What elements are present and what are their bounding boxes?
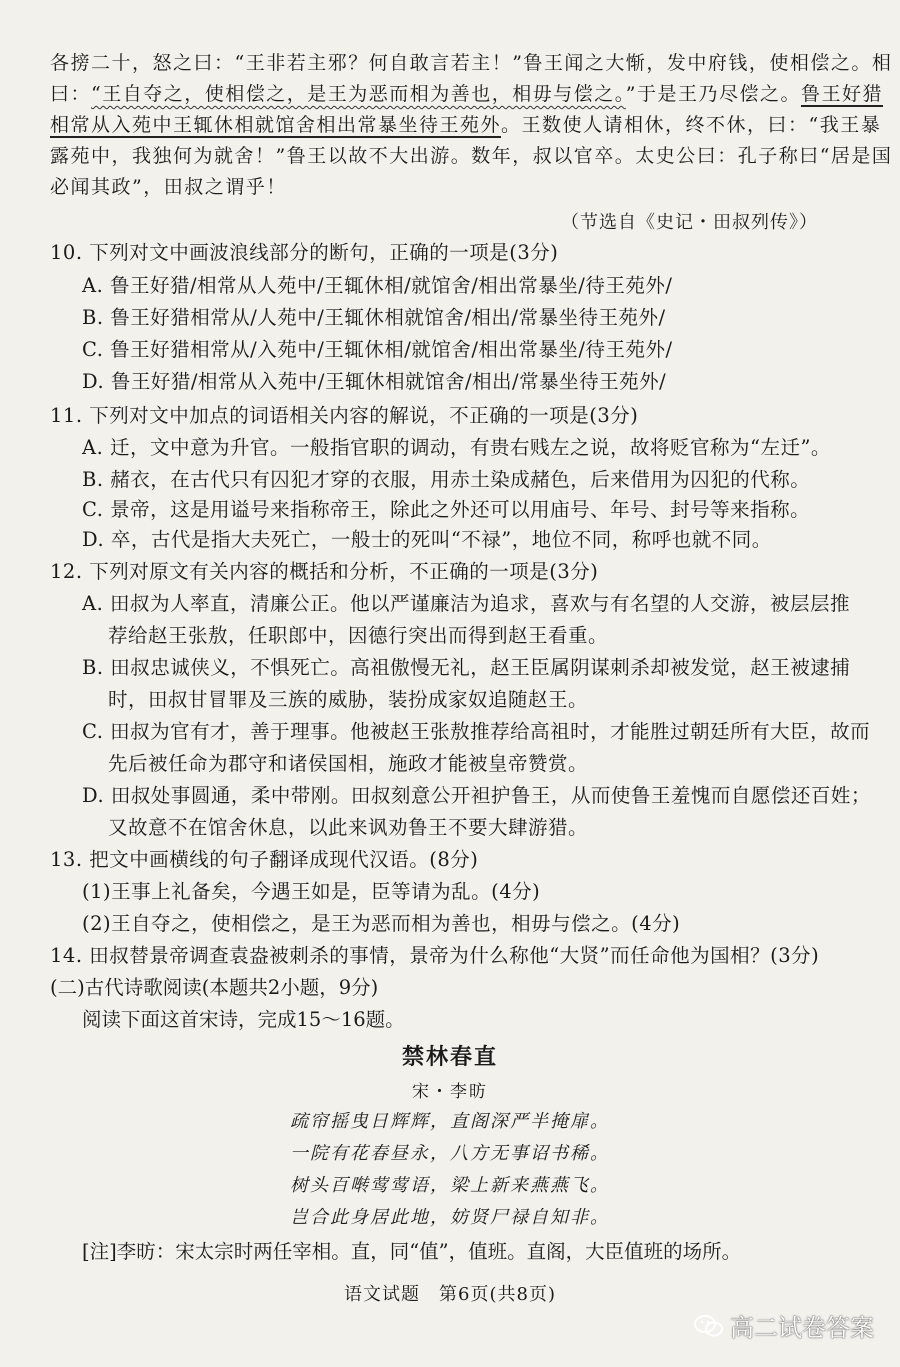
question-13-sentence-1: (1)王事上礼备矣，今遇王如是，臣等请为乱。(4分) bbox=[82, 880, 541, 903]
poem-line-4: 岂合此身居此地，妨贤尸禄自知非。 bbox=[290, 1207, 610, 1228]
classical-passage bbox=[50, 48, 893, 203]
question-12-option-a-line1: A. 田叔为人率直，清廉公正。他以严谨廉洁为追求，喜欢与有名望的人交游，被层层推 bbox=[82, 592, 850, 615]
question-10-option-c: C. 鲁王好猎相常从/入苑中/王辄休相/就馆舍/相出常暴坐/待王苑外/ bbox=[82, 338, 673, 361]
section-2-intro: 阅读下面这首宋诗，完成15～16题。 bbox=[82, 1008, 405, 1031]
poem-note: [注]李昉：宋太宗时两任宰相。直，同“值”，值班。直阁，大臣值班的场所。 bbox=[82, 1240, 742, 1263]
solid-underline-sentence-start: 鲁王好猎 bbox=[800, 83, 883, 105]
poem-line-1: 疏帘摇曳日辉辉，直阁深严半掩扉。 bbox=[290, 1111, 610, 1132]
poem-title: 禁林春直 bbox=[401, 1044, 498, 1070]
passage-text-1: 各搒二十，怒之曰：“王非若主邪？何自敢言若主！”鲁王闻之大惭，发中府钱，使相偿之。相 bbox=[50, 52, 893, 74]
passage-text-2b: ”于是王乃尽偿之。 bbox=[625, 83, 801, 105]
question-11-stem: 11. 下列对文中加点的词语相关内容的解说，不正确的一项是(3分) bbox=[50, 404, 639, 427]
question-11-option-a: A. 迁，文中意为升官。一般指官职的调动，有贵右贱左之说，故将贬官称为“左迁”。 bbox=[82, 436, 831, 459]
passage-source: （节选自《史记・田叔列传》） bbox=[561, 212, 818, 233]
question-13-sentence-2: (2)王自夺之，使相偿之，是王为恶而相为善也，相毋与偿之。(4分) bbox=[82, 912, 681, 935]
question-11-option-b: B. 赭衣，在古代只有囚犯才穿的衣服，用赤土染成赭色，后来借用为囚犯的代称。 bbox=[82, 468, 811, 491]
question-13-stem: 13. 把文中画横线的句子翻译成现代汉语。(8分) bbox=[50, 848, 479, 871]
question-12-stem: 12. 下列对原文有关内容的概括和分析，不正确的一项是(3分) bbox=[50, 560, 599, 583]
watermark bbox=[694, 1308, 874, 1343]
question-11-option-c: C. 景帝，这是用谥号来指称帝王，除此之外还可以用庙号、年号、封号等来指称。 bbox=[82, 498, 811, 521]
wechat-icon bbox=[694, 1314, 724, 1338]
page-footer: 语文试题 第6页(共8页) bbox=[344, 1284, 556, 1305]
solid-underline-sentence: 相常从入苑中王辄休相就馆舍相出常暴坐待王苑外 bbox=[50, 114, 502, 136]
passage-line-4 bbox=[50, 141, 893, 172]
poem-line-2: 一院有花春昼永，八方无事诏书稀。 bbox=[290, 1143, 610, 1164]
passage-text-2a: 曰： bbox=[50, 83, 92, 105]
passage-line-2 bbox=[50, 79, 883, 110]
section-2-title: (二)古代诗歌阅读(本题共2小题，9分) bbox=[50, 976, 379, 999]
question-12-option-a-line2: 荐给赵王张敖，任职郎中，因德行突出而得到赵王看重。 bbox=[108, 624, 609, 647]
question-10-option-a: A. 鲁王好猎/相常从人苑中/王辄休相/就馆舍/相出常暴坐/待王苑外/ bbox=[82, 274, 673, 297]
watermark-text: 高二试卷答案 bbox=[730, 1314, 874, 1342]
question-10-option-d: D. 鲁王好猎/相常从入苑中/王辄休相就馆舍/相出/常暴坐待王苑外/ bbox=[82, 370, 667, 393]
passage-line-5 bbox=[50, 172, 840, 203]
passage-text-5: 必闻其政”，田叔之谓乎！ bbox=[50, 176, 287, 198]
passage-line-3 bbox=[50, 110, 882, 141]
question-10-option-b: B. 鲁王好猎相常从/人苑中/王辄休相就馆舍/相出/常暴坐待王苑外/ bbox=[82, 306, 666, 329]
passage-text-4: 露苑中，我独何为就舍！”鲁王以故不大出游。数年，叔以官卒。太史公曰：孔子称曰“居是国 bbox=[50, 145, 893, 167]
question-12-option-d-line1: D. 田叔处事圆通，柔中带刚。田叔刻意公开袒护鲁王，从而使鲁王羞愧而自愿偿还百姓； bbox=[82, 784, 871, 807]
question-11-option-d: D. 卒，古代是指大夫死亡，一般士的死叫“不禄”，地位不同，称呼也就不同。 bbox=[82, 528, 772, 551]
passage-text-3: 。王数使人请相休，终不休，曰：“我王暴 bbox=[501, 114, 882, 136]
question-12-option-c-line1: C. 田叔为官有才，善于理事。他被赵王张敖推荐给高祖时，才能胜过朝廷所有大臣，故而 bbox=[82, 720, 871, 743]
poem-author: 宋・李昉 bbox=[412, 1082, 488, 1102]
question-14-stem: 14. 田叔替景帝调查袁盎被刺杀的事情，景帝为什么称他“大贤”而任命他为国相？(3分) bbox=[50, 944, 820, 967]
question-10-stem: 10. 下列对文中画波浪线部分的断句，正确的一项是(3分) bbox=[50, 241, 559, 264]
question-12-option-c-line2: 先后被任命为郡守和诸侯国相，施政才能被皇帝赞赏。 bbox=[108, 752, 589, 775]
wavy-underline-sentence: “王自夺之，使相偿之，是王为恶而相为善也，相毋与偿之。 bbox=[91, 83, 626, 105]
passage-line-1 bbox=[50, 48, 893, 79]
question-12-option-b-line1: B. 田叔忠诚侠义，不惧死亡。高祖傲慢无礼，赵王臣属阴谋刺杀却被发觉，赵王被逮捕 bbox=[82, 656, 851, 679]
question-12-option-d-line2: 又故意不在馆舍休息，以此来讽劝鲁王不要大肆游猎。 bbox=[108, 816, 589, 839]
poem-line-3: 树头百啭莺莺语，梁上新来燕燕飞。 bbox=[290, 1175, 610, 1196]
question-12-option-b-line2: 时，田叔甘冒罪及三族的威胁，装扮成家奴追随赵王。 bbox=[108, 688, 589, 711]
